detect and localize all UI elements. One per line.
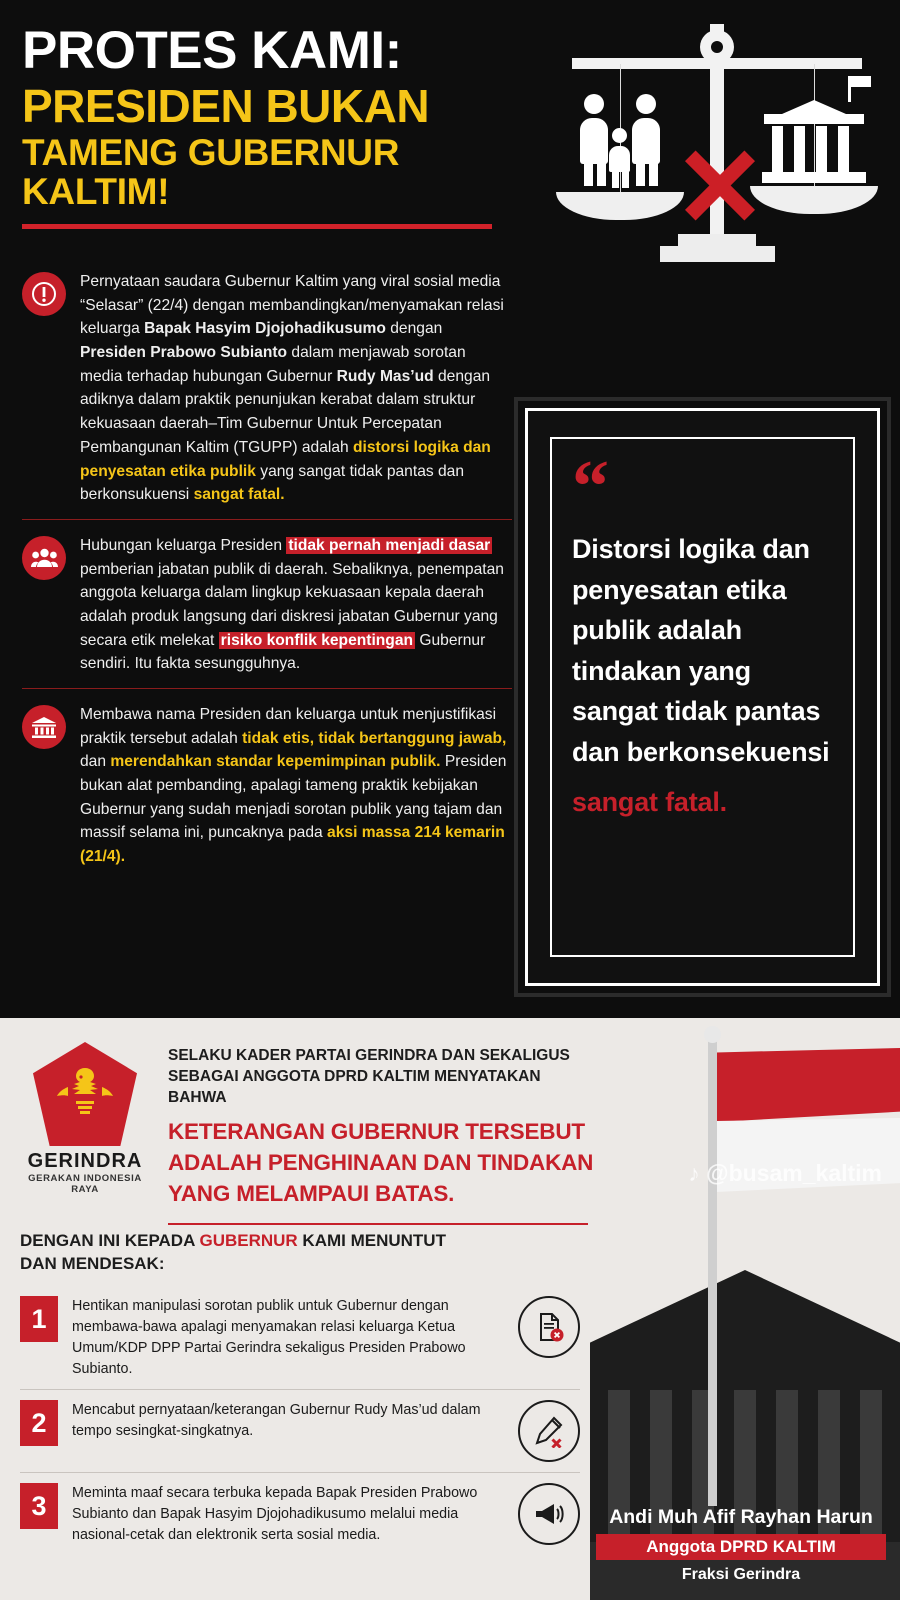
garuda-icon <box>54 1065 116 1123</box>
people-icon <box>22 536 66 580</box>
logo-subtitle: GERAKAN INDONESIA RAYA <box>28 1173 142 1195</box>
demand-text-3: Meminta maaf secara terbuka kepada Bapak Presiden Prabowo Subianto dan Bapak Hasyim Djojohadikusumo melalui media nasional-cetak dan elektronik serta sosial media. <box>72 1485 478 1544</box>
headline-block <box>22 21 542 229</box>
family-icon <box>578 88 664 190</box>
argument-text-2: Hubungan keluarga Presiden tidak pernah menjadi dasar pemberian jabatan publik di daerah. Sebaliknya, penempatan anggota keluarga dalam lingkup kekuasaan kepala daerah adalah produk langsung dari diskresi jabatan Gubernur yang secara etik melekat risiko konflik kepentingan Gubernur sendiri. Itu fakta sesungguhnya. <box>80 536 504 673</box>
demand-number-1: 1 <box>20 1296 58 1342</box>
gerindra-logo <box>20 1042 150 1195</box>
demand-text-2: Mencabut pernyataan/keterangan Gubernur Rudy Mas’ud dalam tempo sesingkat-singkatnya. <box>72 1402 481 1440</box>
argument-text-3: Membawa nama Presiden dan keluarga untuk menjustifikasi praktik tersebut adalah tidak etis, tidak bertanggung jawab, dan merendahkan standar kepemimpinan publik. Presiden bukan alat pembanding, apalagi tameng praktik kebijakan Gubernur yang sudah menjadi sorotan publik yang tajam dan massif selama ini, puncaknya pada aksi massa 214 kemarin (21/4). <box>80 706 507 866</box>
tiktok-icon: ♪ <box>688 1160 700 1186</box>
watermark <box>688 1160 882 1187</box>
headline-line-2: PRESIDEN BUKAN <box>22 80 430 133</box>
list-item <box>20 1286 580 1389</box>
list-item <box>22 519 512 688</box>
logo-shield <box>33 1042 137 1146</box>
pull-quote-card <box>525 408 880 986</box>
statement-dark-line-1: SELAKU KADER PARTAI GERINDRA DAN SEKALIGUS <box>168 1047 570 1064</box>
indonesia-flag-red <box>716 1048 900 1122</box>
quote-body: Distorsi logika dan penyesatan etika publik adalah tindakan yang sangat tidak pantas dan berkonsekuensi <box>572 534 830 767</box>
list-item <box>22 688 512 881</box>
headline-line-1: PROTES KAMI: <box>22 21 402 80</box>
signoff-name: Andi Muh Afif Rayhan Harun <box>609 1506 873 1528</box>
demand-header-highlight: GUBERNUR <box>199 1231 298 1250</box>
scales-of-justice-icon <box>550 6 890 306</box>
bottom-section <box>0 1018 900 1600</box>
red-cross-icon <box>678 142 762 226</box>
headline-line-3: TAMENG GUBERNUR KALTIM! <box>22 132 400 213</box>
quote-text <box>572 529 833 823</box>
statement-dark-line-2: SEBAGAI ANGGOTA DPRD KALTIM MENYATAKAN BAHWA <box>168 1067 541 1106</box>
quote-mark-icon: “ <box>572 446 609 528</box>
demand-header-line-2: DAN MENDESAK: <box>20 1253 165 1273</box>
headline-divider <box>22 224 492 229</box>
argument-text-1: Pernyataan saudara Gubernur Kaltim yang viral sosial media “Selasar” (22/4) dengan membandingkan/menyamakan relasi keluarga Bapak Hasyim Djojohadikusumo dengan Presiden Prabowo Subianto dalam menjawab sorotan media terhadap hubungan Gubernur Rudy Mas’ud dengan adiknya dalam praktik penunjukan kerabat dalam struktur kekuasaan daerah–Tim Gubernur Untuk Percepatan Pembangunan Kaltim (TGUPP) adalah distorsi logika dan penyesatan etika publik yang sangat tidak pantas dan berkonsukuensi sangat fatal. <box>80 273 504 504</box>
exclamation-icon <box>22 272 66 316</box>
demand-header-post: KAMI MENUNTUT <box>297 1231 446 1250</box>
signoff-block <box>596 1506 886 1584</box>
logo-name: GERINDRA <box>27 1150 143 1172</box>
watermark-handle: @busam_kaltim <box>706 1160 882 1186</box>
pen-reject-icon <box>518 1400 580 1462</box>
flag-and-building-art <box>590 1018 900 1600</box>
flag-pole <box>708 1036 717 1506</box>
statement-block <box>168 1046 598 1225</box>
list-item <box>22 270 512 519</box>
institution-icon <box>22 705 66 749</box>
demand-number-2: 2 <box>20 1400 58 1446</box>
quote-emphasis: sangat fatal. <box>572 787 727 817</box>
demand-number-3: 3 <box>20 1483 58 1529</box>
list-item <box>20 1472 580 1556</box>
list-item <box>20 1389 580 1472</box>
signoff-fraksi: Fraksi Gerindra <box>681 1566 801 1583</box>
government-building-icon <box>764 92 864 188</box>
demand-list <box>20 1286 580 1556</box>
statement-red-line-1: KETERANGAN GUBERNUR TERSEBUT <box>168 1118 585 1144</box>
demand-header-pre: DENGAN INI KEPADA <box>20 1231 200 1250</box>
statement-divider <box>168 1223 588 1225</box>
argument-list <box>22 270 512 881</box>
statement-red-line-2: ADALAH PENGHINAAN DAN TINDAKAN <box>168 1150 594 1176</box>
demand-header <box>20 1230 490 1276</box>
flag-pole-finial <box>704 1026 721 1043</box>
signoff-role: Anggota DPRD KALTIM <box>596 1534 886 1560</box>
demand-text-1: Hentikan manipulasi sorotan publik untuk Gubernur dengan membawa-bawa apalagi menyamakan relasi keluarga Ketua Umum/KDP DPP Partai Gerindra sekaligus Presiden Prabowo Subianto. <box>72 1298 466 1377</box>
statement-red-line-3: YANG MELAMPAUI BATAS. <box>168 1181 455 1207</box>
document-reject-icon <box>518 1296 580 1358</box>
megaphone-icon <box>518 1483 580 1545</box>
